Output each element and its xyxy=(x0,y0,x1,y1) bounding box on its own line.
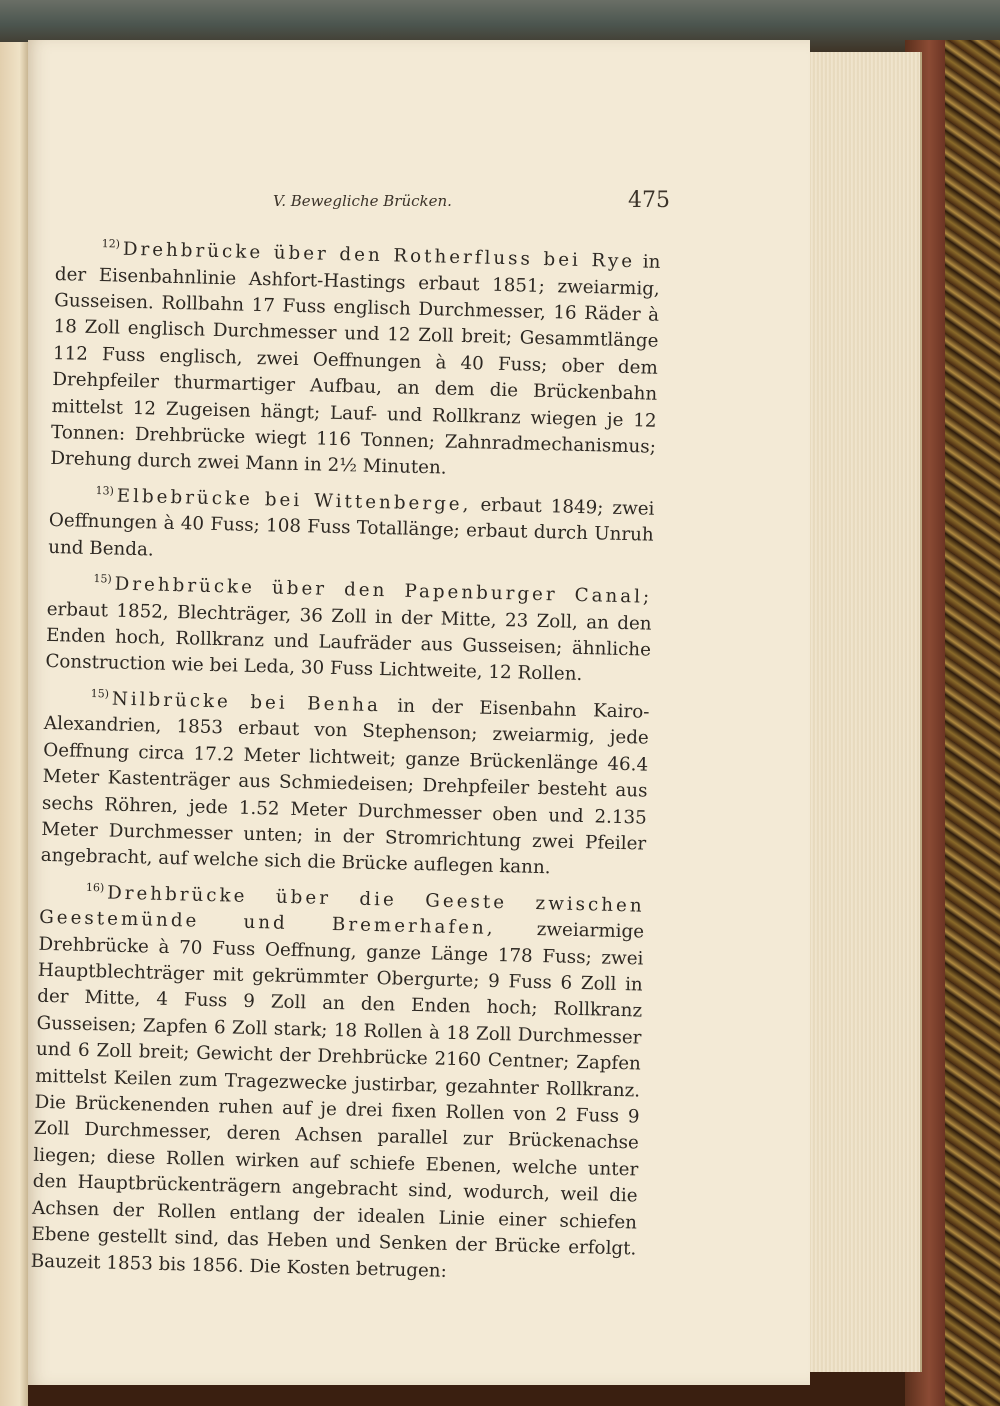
footnote-block xyxy=(30,230,660,1293)
footnote-16 xyxy=(30,874,645,1290)
footnote-text: zweiarmige Drehbrücke à 70 Fuss Oeffnung, ganze Länge 178 Fuss; zwei Hauptblechträger mit gekrümmter Obergurte; 9 Fuss 6 Zoll in der Mitte, 4 Fuss 9 Zoll an den Enden hoch; Rollkranz Gusseisen; Zapfen 6 Zoll stark; 18 Rollen à 18 Zoll Durchmesser und 6 Zoll breit; Gewicht der Drehbrücke 2160 Centner; Zapfen mittelst Keilen zum Tragezwecke justirbar, gezahnter Rollkranz. Die Brückenenden ruhen auf je drei fixen Rollen von 2 Fuss 9 Zoll Durchmesser, deren Achsen parallel zur Brückenachse liegen; diese Rollen wirken auf schiefe Ebenen, welche unter den Hauptbrückenträgern angebracht sind, wodurch, weil die Achsen der Rollen entlang der idealen Linie einer schiefen Ebene gestellt sind, das Heben und Senken der Brücke erfolgt. Bauzeit 1853 bis 1856. Die Kosten betrugen: xyxy=(30,919,645,1282)
footnote-text: erbaut 1852, Blechträger, 36 Zoll in der Mitte, 23 Zoll, an den Enden hoch, Rollkranz und Laufräder aus Gusseisen; ähnliche Construction wie bei Leda, 30 Fuss Lichtweite, 12 Rollen. xyxy=(45,598,652,686)
footnote-lead: Nilbrücke bei Benha xyxy=(111,688,382,716)
footnote-number: 15) xyxy=(90,686,110,701)
facing-page-edge xyxy=(0,42,28,1406)
footnote-text: in der Eisenbahn Kairo-Alexandrien, 1853 erbaut von Stephenson; zweiarmig, jede Oeffnung circa 17.2 Meter lichtweit; ganze Brückenlänge 46.4 Meter Kastenträger aus Schmiedeisen; Drehpfeiler besteht aus sechs Röhren, jede 1.52 Meter Durchmesser oben und 2.135 Meter Durchmesser unten; in der Stromrichtung zwei Pfeiler angebracht, auf welche sich die Brücke auflegen kann. xyxy=(40,695,650,879)
footnote-lead: Drehbrücke über den Rotherfluss bei Rye xyxy=(122,238,636,273)
page-number: 475 xyxy=(628,188,670,213)
page-stack-edge xyxy=(808,52,922,1372)
footnote-number: 12) xyxy=(101,237,121,251)
footnote-lead: Drehbrücke über die Geeste zwischen Geestemünde und Bremerhafen, xyxy=(38,882,645,940)
running-head-title: V. Bewegliche Brücken. xyxy=(273,192,452,210)
footnote-number: 13) xyxy=(95,483,115,498)
footnote-lead: Elbebrücke bei Wittenberge, xyxy=(116,485,472,516)
footnote-12 xyxy=(50,230,661,487)
footnote-13 xyxy=(48,477,655,576)
footnote-lead: Drehbrücke über den Papenburger Canal; xyxy=(114,573,653,608)
footnote-15 xyxy=(40,680,649,885)
footnote-14 xyxy=(45,565,653,690)
book-page xyxy=(28,40,810,1385)
footnote-number: 16) xyxy=(85,880,105,895)
footnote-text: in der Eisenbahnlinie Ashfort-Hastings erbaut 1851; zweiarmig, Gusseisen. Rollbahn 17 Fuss englisch Durchmesser, 16 Räder à 18 Zoll englisch Durchmesser und 12 Zoll breit; Gesammtlänge 112 Fuss englisch, zwei Oeffnungen à 40 Fuss; ober dem Drehpfeiler thurmartiger Aufbau, an dem die Brückenbahn mittelst 12 Zugeisen hängt; Lauf- und Rollkranz wiegen je 12 Tonnen: Drehbrücke wiegt 116 Tonnen; Zahnradmechanismus; Drehung durch zwei Mann in 2½ Minuten. xyxy=(50,251,661,479)
footnote-number: 15) xyxy=(93,572,112,586)
footnote-text: erbaut 1849; zwei Oeffnungen à 40 Fuss; 108 Fuss Totallänge; erbaut durch Unruh und Benda. xyxy=(47,494,655,561)
running-head xyxy=(28,188,810,218)
